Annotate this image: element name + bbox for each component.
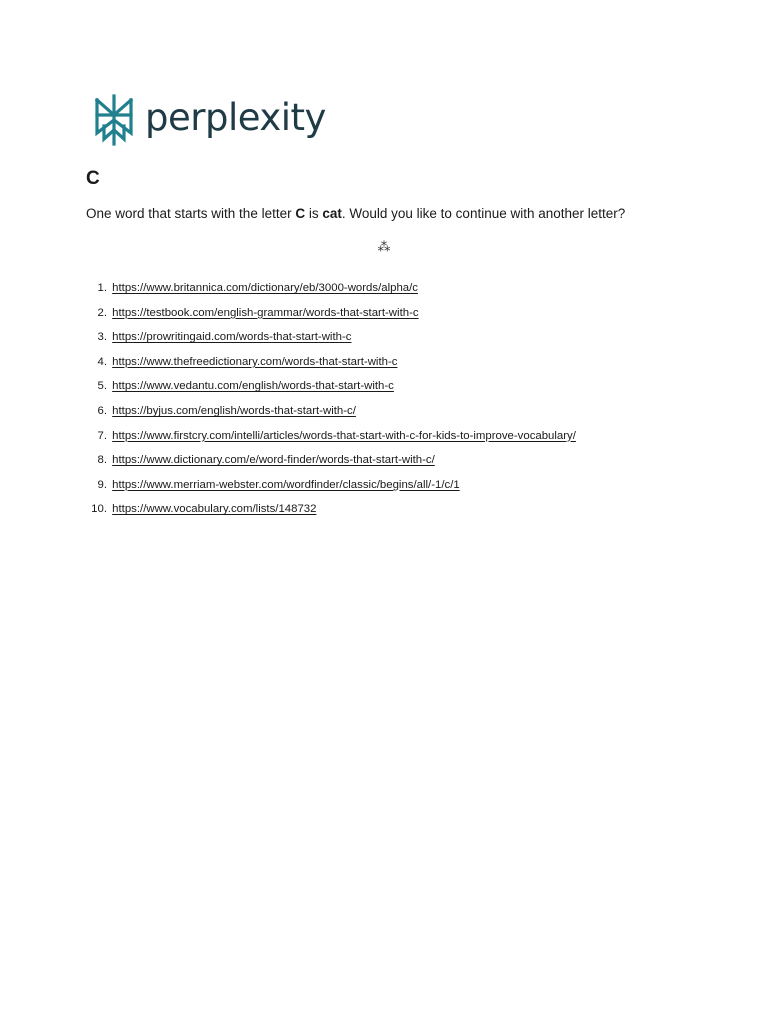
source-link[interactable]: https://www.vedantu.com/english/words-that-start-with-c [112,380,394,393]
source-number: 6. [97,404,107,417]
answer-part-3: . Would you like to continue with another letter? [341,206,626,221]
source-number: 5. [97,380,107,393]
source-item [86,402,576,427]
answer-part-2: is [305,206,323,221]
source-item [86,377,576,402]
source-item [86,328,576,353]
sources-list [86,279,576,525]
logo-wordmark: perplexity [145,95,326,139]
source-number: 8. [97,454,107,467]
perplexity-logo-icon [92,93,136,147]
answer-word: cat [322,206,342,221]
source-item [86,353,576,378]
source-item [86,451,576,476]
source-link[interactable]: https://www.dictionary.com/e/word-finder/words-that-start-with-c/ [112,454,435,467]
source-link[interactable]: https://www.firstcry.com/intelli/articles/words-that-start-with-c-for-kids-to-improve-vocabulary/ [112,429,576,442]
source-item [86,427,576,452]
source-link[interactable]: https://www.britannica.com/dictionary/eb/3000-words/alpha/c [112,282,418,294]
source-link[interactable]: https://www.vocabulary.com/lists/148732 [112,503,317,516]
source-link[interactable]: https://www.thefreedictionary.com/words-that-start-with-c [112,355,398,368]
source-number: 2. [97,306,107,319]
source-item [86,476,576,501]
perplexity-logo [92,92,326,148]
source-number: 9. [97,478,107,491]
source-link[interactable]: https://prowritingaid.com/words-that-start-with-c [112,331,352,344]
source-item [86,279,576,304]
source-number: 10. [91,503,107,516]
source-number: 7. [97,429,107,442]
source-number: 3. [97,331,107,344]
answer-part-1: One word that starts with the letter [86,206,296,221]
source-link[interactable]: https://testbook.com/english-grammar/words-that-start-with-c [112,306,419,319]
source-number: 4. [97,355,107,368]
query-title: C [86,168,100,189]
source-item [86,304,576,329]
answer-letter: C [295,206,306,221]
source-link[interactable]: https://www.merriam-webster.com/wordfinder/classic/begins/all/-1/c/1 [112,478,460,491]
source-link[interactable]: https://byjus.com/english/words-that-start-with-c/ [112,404,356,417]
source-number: 1. [97,282,107,294]
source-item [86,500,576,525]
answer-text [86,205,625,223]
section-divider: ⁂ [377,239,391,254]
